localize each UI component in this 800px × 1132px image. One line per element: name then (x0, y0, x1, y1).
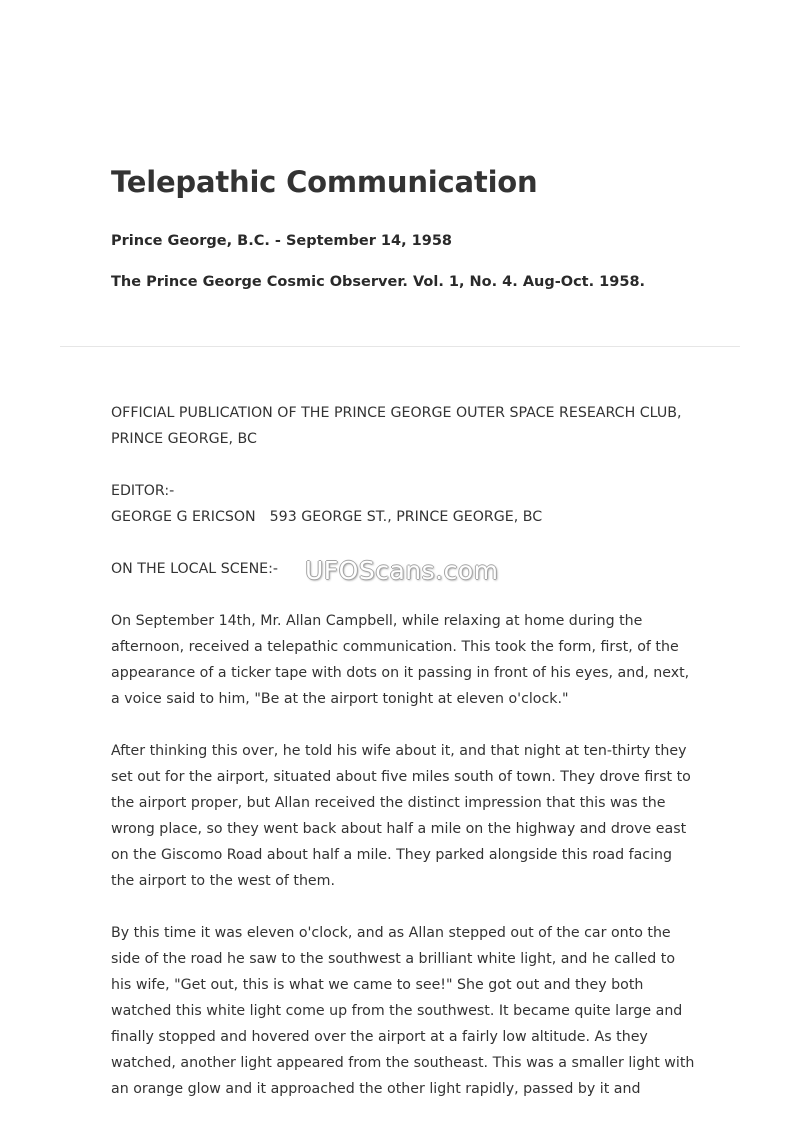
publication-line-1: OFFICIAL PUBLICATION OF THE PRINCE GEORGE OUTER SPACE RESEARCH CLUB, (111, 405, 682, 421)
paragraph-2-line: the airport to the west of them. (111, 873, 335, 889)
local-scene-heading: ON THE LOCAL SCENE:- (111, 561, 279, 577)
paragraph-2-line: set out for the airport, situated about five miles south of town. They drove first to (111, 769, 691, 785)
paragraph-2-line: wrong place, so they went back about half a mile on the highway and drove east (111, 821, 687, 837)
paragraph-3-line: watched this white light come up from the southwest. It became quite large and (111, 1003, 683, 1019)
paragraph-3-line: his wife, "Get out, this is what we came to see!" She got out and they both (111, 977, 644, 993)
paragraph-2-line: the airport proper, but Allan received the distinct impression that this was the (111, 795, 666, 811)
article-location-date: Prince George, B.C. - September 14, 1958 (111, 233, 453, 249)
paragraph-2-line: After thinking this over, he told his wife about it, and that night at ten-thirty they (111, 743, 687, 759)
editor-name: GEORGE G ERICSON (111, 509, 256, 525)
paragraph-3-line: By this time it was eleven o'clock, and as Allan stepped out of the car onto the (111, 925, 671, 941)
paragraph-1 (111, 608, 701, 712)
paragraph-1-line: a voice said to him, "Be at the airport tonight at eleven o'clock." (111, 691, 569, 707)
paragraph-3 (111, 920, 701, 1102)
editor-details (111, 504, 701, 530)
paragraph-2 (111, 738, 701, 894)
publication-statement (111, 400, 701, 452)
paragraph-1-line: appearance of a ticker tape with dots on it passing in front of his eyes, and, next, (111, 665, 690, 681)
paragraph-3-line: an orange glow and it approached the other light rapidly, passed by it and (111, 1081, 641, 1097)
header-divider (60, 346, 740, 347)
publication-line-2: PRINCE GEORGE, BC (111, 431, 257, 447)
article-body (111, 400, 701, 1128)
page-title: Telepathic Communication (111, 165, 538, 199)
article-source: The Prince George Cosmic Observer. Vol. 1, No. 4. Aug-Oct. 1958. (111, 274, 646, 290)
paragraph-3-line: side of the road he saw to the southwest a brilliant white light, and he called to (111, 951, 676, 967)
editor-block (111, 478, 701, 530)
editor-label: EDITOR:- (111, 483, 175, 499)
paragraph-1-line: On September 14th, Mr. Allan Campbell, while relaxing at home during the (111, 613, 643, 629)
paragraph-3-line: finally stopped and hovered over the airport at a fairly low altitude. As they (111, 1029, 648, 1045)
paragraph-2-line: on the Giscomo Road about half a mile. They parked alongside this road facing (111, 847, 673, 863)
editor-address: 593 GEORGE ST., PRINCE GEORGE, BC (269, 509, 543, 525)
article-header (111, 160, 751, 204)
local-scene-label (111, 556, 701, 582)
paragraph-3-line: watched, another light appeared from the southeast. This was a smaller light with (111, 1055, 695, 1071)
paragraph-1-line: afternoon, received a telepathic communication. This took the form, first, of the (111, 639, 679, 655)
watermark-text: UFOScans.com (305, 556, 499, 585)
